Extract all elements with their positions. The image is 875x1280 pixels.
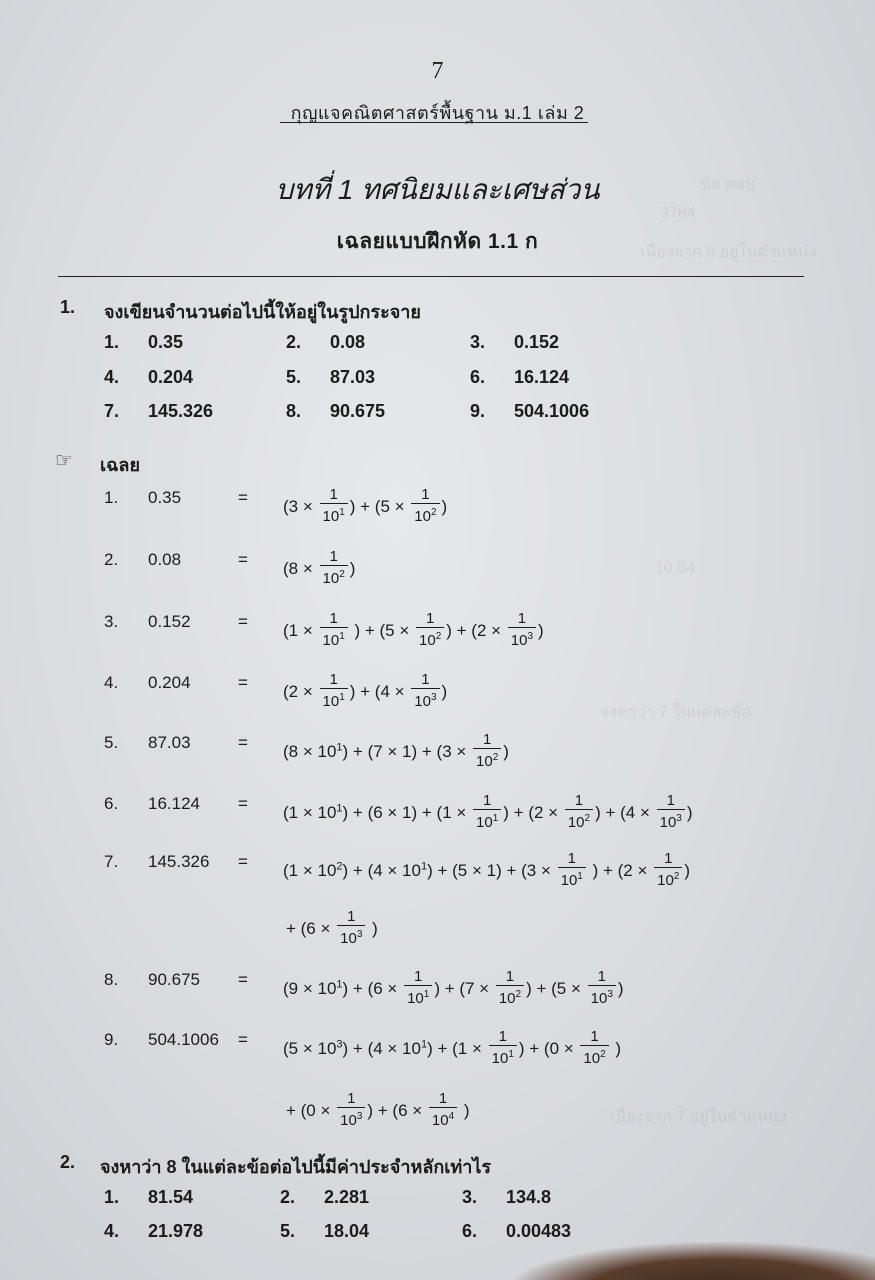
bleed-through-text: เนื่องจาก 8 อยู่ในตำแหน่ง xyxy=(640,244,817,261)
answer-value: 87.03 xyxy=(148,733,191,752)
expanded-form: + (0 × $\frac{1}{10^3}$ ) + (6 × $\frac{1}{10^4}$ ) xyxy=(286,1090,470,1129)
item-value: 145.326 xyxy=(148,401,214,421)
page-number: 7 xyxy=(431,58,444,84)
item-number: 9. xyxy=(470,401,486,421)
bleed-through-text: ข้อ ตอบ xyxy=(700,176,756,193)
item-value: 18.04 xyxy=(324,1221,370,1241)
item-number: 2. xyxy=(286,332,302,352)
answer-row xyxy=(0,673,875,723)
page-stain xyxy=(510,1242,875,1280)
item-value: 81.54 xyxy=(148,1187,194,1207)
bleed-through-text: จงหาว่า 7 ในแต่ละข้อ xyxy=(600,704,751,721)
answer-row xyxy=(0,612,875,662)
answer-value: 16.124 xyxy=(148,794,200,813)
item-number: 3. xyxy=(470,332,486,352)
item-number: 3. xyxy=(462,1187,478,1207)
answer-number: 9. xyxy=(104,1030,119,1049)
answer-number: 2. xyxy=(104,550,119,569)
answer-value: 90.675 xyxy=(148,970,200,989)
item-number: 5. xyxy=(280,1221,296,1241)
answer-value: 0.35 xyxy=(148,488,182,507)
bleed-through-text: 3784 xyxy=(660,205,696,222)
answer-row xyxy=(0,852,875,902)
item-value: 0.35 xyxy=(148,332,184,352)
answer-value: 0.152 xyxy=(148,612,191,631)
question-number: 2. xyxy=(60,1152,76,1172)
chapter-title: บทที่ 1 ทศนิยมและเศษส่วน xyxy=(275,174,600,205)
expanded-form: $(8 \times 10^1) + (7 \times 1) + (3$ × $\frac{1}{10^2}$ ) xyxy=(283,731,509,770)
item-number: 8. xyxy=(286,401,302,421)
equals-sign: = xyxy=(238,852,248,871)
answer-row-continuation xyxy=(0,1092,875,1142)
item-value: 16.124 xyxy=(514,367,570,387)
expanded-form: $(1 \times 10^1) + (6 \times 1) + (1$ × $\frac{1}{10^1}$ ) + (2 × $\frac{1}{10^2}$ ) + (4 × $\frac{1}{10^3}$ ) xyxy=(283,792,693,831)
equals-sign: = xyxy=(238,673,248,692)
bleed-through-text: 10.04 xyxy=(655,560,696,577)
expanded-form: $(5 \times 10^3) + (4 \times 10^1) + (1$ × $\frac{1}{10^1}$ ) + (0 × $\frac{1}{10^2}$ ) xyxy=(283,1028,622,1067)
question-number: 1. xyxy=(60,297,76,317)
item-number: 7. xyxy=(104,401,120,421)
item-value: 0.08 xyxy=(330,332,366,352)
answer-row xyxy=(0,550,875,600)
answer-number: 4. xyxy=(104,673,119,692)
question-text: จงเขียนจำนวนต่อไปนี้ให้อยู่ในรูปกระจาย xyxy=(104,302,421,322)
answer-number: 6. xyxy=(104,794,119,813)
item-number: 1. xyxy=(104,332,120,352)
item-number: 4. xyxy=(104,1221,120,1241)
item-value: 2.281 xyxy=(324,1187,370,1207)
answer-row xyxy=(0,970,875,1020)
expanded-form: (8 × $\frac{1}{10^2}$ ) xyxy=(283,548,356,587)
item-number: 4. xyxy=(104,367,120,387)
equals-sign: = xyxy=(238,488,248,507)
answer-row xyxy=(0,1030,875,1080)
equals-sign: = xyxy=(238,794,248,813)
expanded-form: $(1 \times 10^2) + (4 \times 10^1) + (5 \times 1) + (3$ × $\frac{1}{10^1}$ ) + (2 × $\frac{1}{10^2}$ ) xyxy=(283,850,691,889)
answer-row xyxy=(0,488,875,538)
item-number: 1. xyxy=(104,1187,120,1207)
equals-sign: = xyxy=(238,550,248,569)
exercise-title: เฉลยแบบฝึกหัด 1.1 ก xyxy=(336,230,539,253)
equals-sign: = xyxy=(238,733,248,752)
answer-number: 7. xyxy=(104,852,119,871)
item-value: 21.978 xyxy=(148,1221,204,1241)
answer-value: 145.326 xyxy=(148,852,210,871)
answer-number: 8. xyxy=(104,970,119,989)
expanded-form: $(9 \times 10^1) + (6$ × $\frac{1}{10^1}$ ) + (7 × $\frac{1}{10^2}$ ) + (5 × $\frac{1}{10^3}$ ) xyxy=(283,968,624,1007)
item-value: 90.675 xyxy=(330,401,386,421)
equals-sign: = xyxy=(238,612,248,631)
question-text: จงหาว่า 8 ในแต่ละข้อต่อไปนี้มีค่าประจำหลักเท่าไร xyxy=(100,1157,492,1177)
answer-row-continuation xyxy=(0,910,875,960)
header-underline xyxy=(280,122,588,123)
book-header: กุญแจคณิตศาสตร์พื้นฐาน ม.1 เล่ม 2 xyxy=(290,103,585,123)
item-value: 0.00483 xyxy=(506,1221,572,1241)
answer-value: 0.08 xyxy=(148,550,182,569)
answer-number: 3. xyxy=(104,612,119,631)
item-value: 134.8 xyxy=(506,1187,552,1207)
answer-row xyxy=(0,794,875,844)
answer-label: เฉลย xyxy=(100,455,140,475)
item-number: 6. xyxy=(462,1221,478,1241)
answer-row xyxy=(0,733,875,783)
expanded-form: (2 × $\frac{1}{10^1}$ ) + (4 × $\frac{1}{10^3}$ ) xyxy=(283,671,448,710)
item-value: 0.152 xyxy=(514,332,560,352)
item-value: 0.204 xyxy=(148,367,194,387)
bleed-through-text: เนื่องจาก 7 อยู่ในตำแหน่ง xyxy=(610,1109,787,1126)
item-number: 6. xyxy=(470,367,486,387)
expanded-form: + (6 × $\frac{1}{10^3}$ ) xyxy=(286,908,378,947)
answer-value: 504.1006 xyxy=(148,1030,219,1049)
item-number: 2. xyxy=(280,1187,296,1207)
answer-number: 1. xyxy=(104,488,119,507)
divider xyxy=(58,276,804,277)
expanded-form: (3 × $\frac{1}{10^1}$ ) + (5 × $\frac{1}{10^2}$ ) xyxy=(283,486,448,525)
item-value: 504.1006 xyxy=(514,401,590,421)
equals-sign: = xyxy=(238,1030,248,1049)
expanded-form: (1 × $\frac{1}{10^1}$ ) + (5 × $\frac{1}{10^2}$ ) + (2 × $\frac{1}{10^3}$ ) xyxy=(283,610,544,649)
item-number: 5. xyxy=(286,367,302,387)
equals-sign: = xyxy=(238,970,248,989)
answer-number: 5. xyxy=(104,733,119,752)
pointing-hand-icon: ☞ xyxy=(55,450,73,472)
item-value: 87.03 xyxy=(330,367,376,387)
answer-value: 0.204 xyxy=(148,673,191,692)
